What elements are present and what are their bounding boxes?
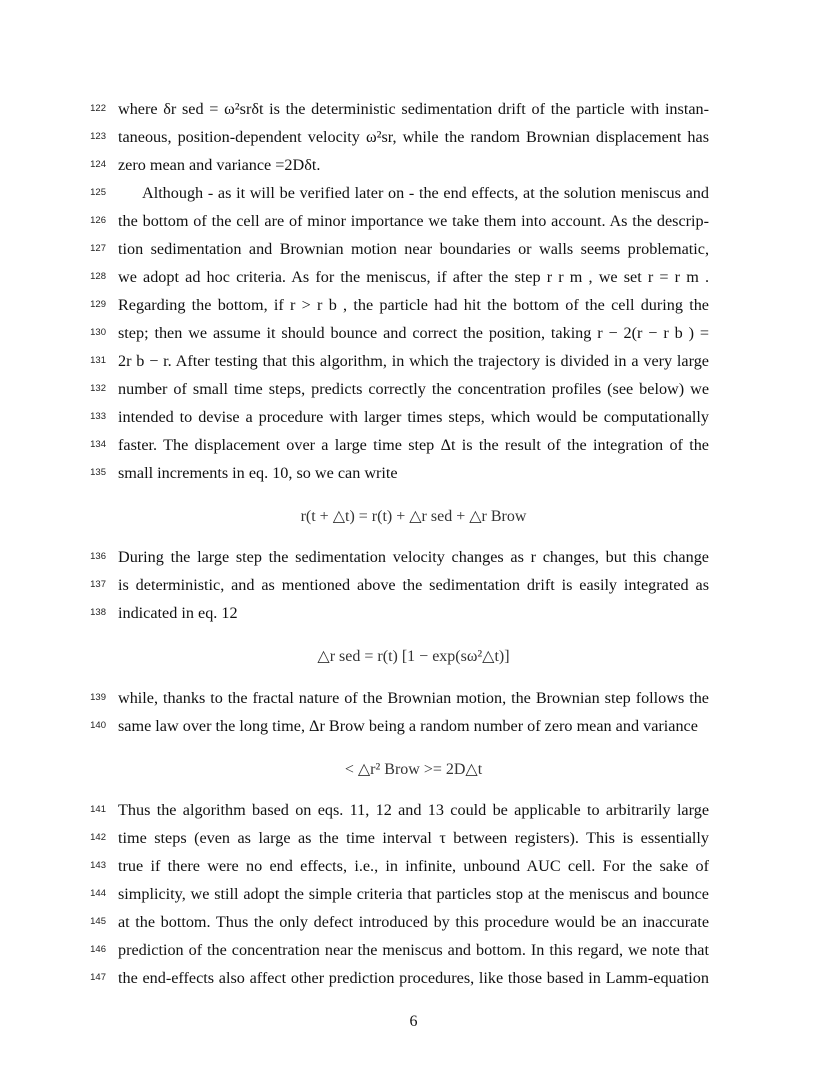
- line-number: 142: [90, 832, 106, 843]
- text-line: simplicity, we still adopt the simple criteria that particles stop at the meniscus and bounce: [118, 885, 709, 903]
- line-number: 130: [90, 327, 106, 338]
- line-number: 138: [90, 607, 106, 618]
- line-number: 132: [90, 383, 106, 394]
- line-number: 131: [90, 355, 106, 366]
- line-number: 137: [90, 579, 106, 590]
- text-line: while, thanks to the fractal nature of the Brownian motion, the Brownian step follows the: [118, 689, 709, 707]
- line-number: 147: [90, 972, 106, 983]
- text-line: time steps (even as large as the time interval τ between registers). This is essentially: [118, 829, 709, 847]
- text-line: step; then we assume it should bounce and correct the position, taking r − 2(r − r b ) =: [118, 324, 709, 342]
- text-line: Although - as it will be verified later on - the end effects, at the solution meniscus and: [142, 184, 709, 202]
- text-line: at the bottom. Thus the only defect introduced by this procedure would be an inaccurate: [118, 913, 709, 931]
- page-number: 6: [409, 1013, 418, 1030]
- text-line: same law over the long time, Δr Brow being a random number of zero mean and variance: [118, 717, 698, 735]
- text-line: zero mean and variance =2Dδt.: [118, 156, 321, 174]
- line-number: 126: [90, 215, 106, 226]
- text-line: number of small time steps, predicts correctly the concentration profiles (see below) we: [118, 380, 709, 398]
- text-line: the end-effects also affect other prediction procedures, like those based in Lamm-equation: [118, 969, 709, 987]
- text-line: indicated in eq. 12: [118, 604, 238, 622]
- text-line: the bottom of the cell are of minor importance we take them into account. As the descrip-: [118, 212, 709, 230]
- line-number: 133: [90, 411, 106, 422]
- line-number: 124: [90, 159, 106, 170]
- text-line: small increments in eq. 10, so we can write: [118, 464, 398, 482]
- line-number: 129: [90, 299, 106, 310]
- line-number: 139: [90, 692, 106, 703]
- text-line: taneous, position-dependent velocity ω²sr, while the random Brownian displacement has: [118, 128, 709, 146]
- text-line: we adopt ad hoc criteria. As for the meniscus, if after the step r r m , we set r = r m .: [118, 268, 709, 286]
- text-line: tion sedimentation and Brownian motion near boundaries or walls seems problematic,: [118, 240, 709, 258]
- equation: r(t + △t) = r(t) + △r sed + △r Brow: [300, 508, 527, 525]
- equation: △r sed = r(t) [1 − exp(sω²△t)]: [317, 648, 510, 665]
- line-number: 135: [90, 467, 106, 478]
- text-line: Regarding the bottom, if r > r b , the particle had hit the bottom of the cell during the: [118, 296, 709, 314]
- line-number: 145: [90, 916, 106, 927]
- text-line: where δr sed = ω²srδt is the deterministic sedimentation drift of the particle with instan-: [118, 100, 709, 118]
- text-line: 2r b − r. After testing that this algorithm, in which the trajectory is divided in a very large: [118, 352, 709, 370]
- equation: < △r² Brow >= 2D△t: [344, 761, 483, 778]
- text-line: prediction of the concentration near the meniscus and bottom. In this regard, we note that: [118, 941, 709, 959]
- text-line: faster. The displacement over a large time step Δt is the result of the integration of the: [118, 436, 709, 454]
- text-line: intended to devise a procedure with larger times steps, which would be computationally: [118, 408, 709, 426]
- line-number: 134: [90, 439, 106, 450]
- line-number: 128: [90, 271, 106, 282]
- text-line: During the large step the sedimentation velocity changes as r changes, but this change: [118, 548, 709, 566]
- line-number: 141: [90, 804, 106, 815]
- line-number: 127: [90, 243, 106, 254]
- line-number: 140: [90, 720, 106, 731]
- line-number: 144: [90, 888, 106, 899]
- line-number: 146: [90, 944, 106, 955]
- text-line: is deterministic, and as mentioned above the sedimentation drift is easily integrated as: [118, 576, 709, 594]
- text-line: Thus the algorithm based on eqs. 11, 12 and 13 could be applicable to arbitrarily large: [118, 801, 709, 819]
- line-number: 122: [90, 103, 106, 114]
- text-line: true if there were no end effects, i.e., in infinite, unbound AUC cell. For the sake of: [118, 857, 709, 875]
- line-number: 136: [90, 551, 106, 562]
- line-number: 143: [90, 860, 106, 871]
- line-number: 125: [90, 187, 106, 198]
- line-number: 123: [90, 131, 106, 142]
